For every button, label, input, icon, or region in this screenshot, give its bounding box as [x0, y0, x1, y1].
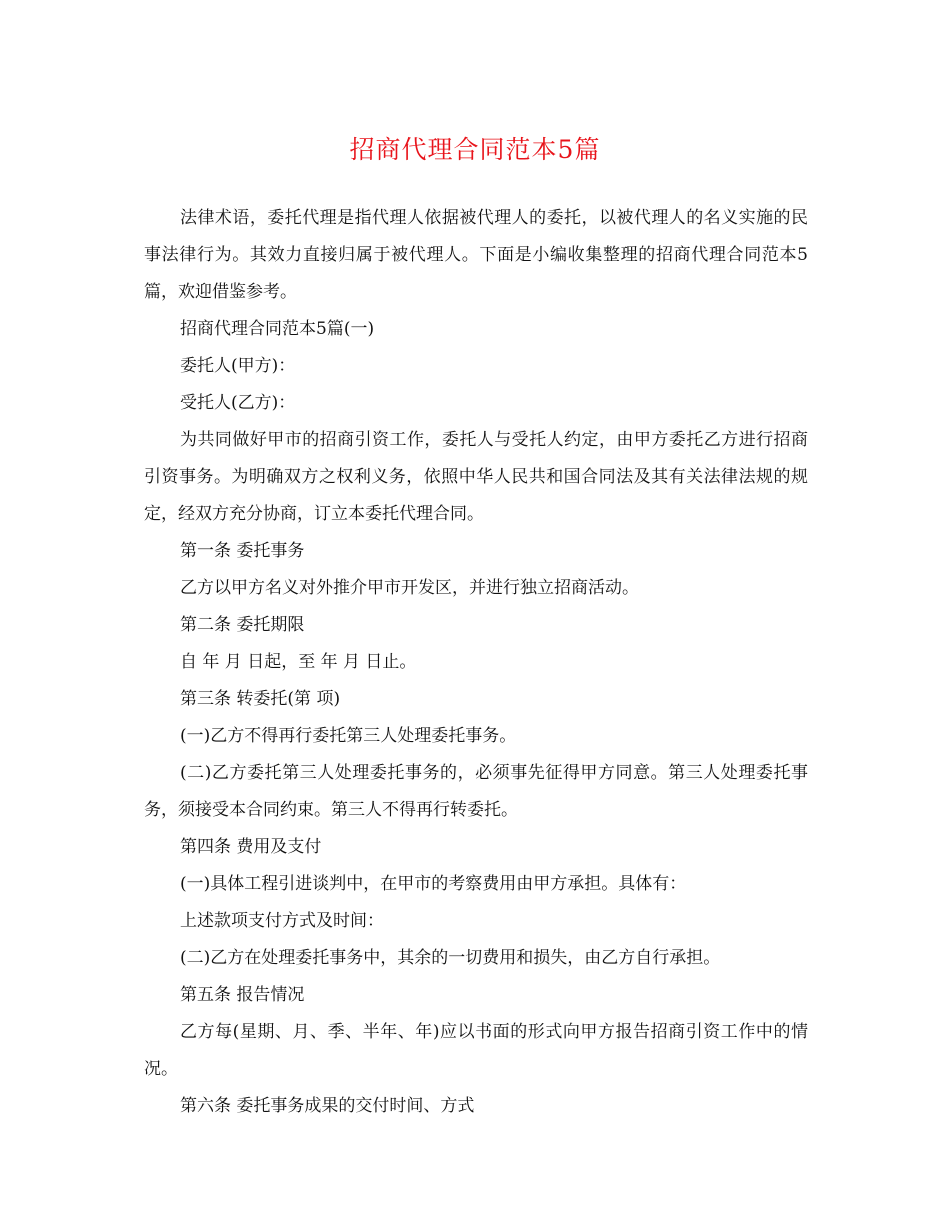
document-body — [144, 200, 808, 1125]
article-4-item-1: (一)具体工程引进谈判中，在甲市的考察费用由甲方承担。具体有： — [180, 874, 687, 894]
article-3-item-1: (一)乙方不得再行委托第三人处理委托事务。 — [180, 726, 517, 746]
article-2-text: 自 年 月 日起，至 年 月 日止。 — [180, 652, 417, 672]
article-4-heading: 第四条 费用及支付 — [180, 837, 322, 857]
article-3-item-2: (二)乙方委托第三人处理委托事务的，必须事先征得甲方同意。第三人处理委托事务，须接受本合同约束。第三人不得再行转委托。 — [144, 763, 808, 820]
party-a-line: 委托人(甲方)： — [180, 356, 296, 376]
party-b-line: 受托人(乙方)： — [180, 393, 296, 413]
intro-paragraph: 法律术语，委托代理是指代理人依据被代理人的委托，以被代理人的名义实施的民事法律行为。其效力直接归属于被代理人。下面是小编收集整理的招商代理合同范本5篇，欢迎借鉴参考。 — [144, 208, 808, 302]
article-4-item-2: (二)乙方在处理委托事务中，其余的一切费用和损失，由乙方自行承担。 — [180, 948, 721, 968]
article-5-heading: 第五条 报告情况 — [180, 985, 305, 1005]
article-4-payment: 上述款项支付方式及时间： — [180, 911, 384, 931]
preamble-paragraph: 为共同做好甲市的招商引资工作，委托人与受托人约定，由甲方委托乙方进行招商引资事务。为明确双方之权利义务，依照中华人民共和国合同法及其有关法律法规的规定，经双方充分协商，订立本委托代理合同。 — [144, 430, 808, 524]
article-1-text: 乙方以甲方名义对外推介甲市开发区，并进行独立招商活动。 — [180, 578, 639, 598]
article-6-heading: 第六条 委托事务成果的交付时间、方式 — [180, 1096, 475, 1116]
article-1-heading: 第一条 委托事务 — [180, 541, 305, 561]
article-5-text: 乙方每(星期、月、季、半年、年)应以书面的形式向甲方报告招商引资工作中的情况。 — [144, 1022, 808, 1079]
contract-heading: 招商代理合同范本5篇(一) — [180, 319, 375, 339]
article-2-heading: 第二条 委托期限 — [180, 615, 305, 635]
document-title: 招商代理合同范本5篇 — [349, 135, 601, 164]
article-3-heading: 第三条 转委托(第 项) — [180, 689, 341, 709]
